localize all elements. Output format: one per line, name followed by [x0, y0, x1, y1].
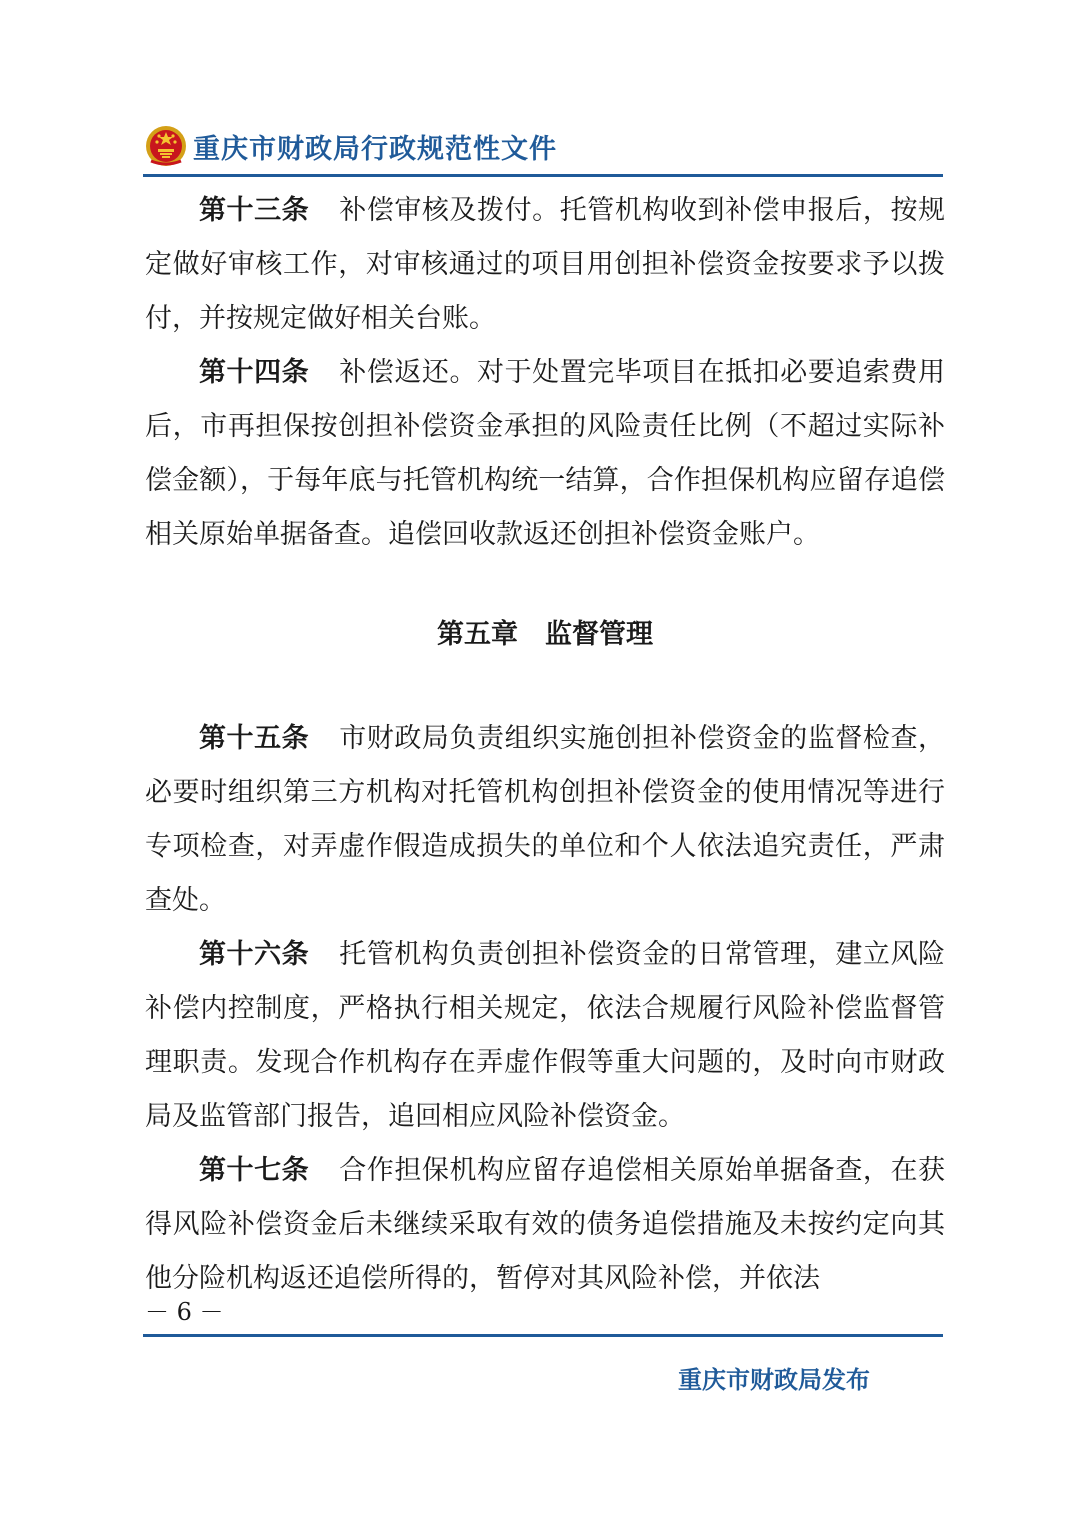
article-text: 合作担保机构应留存追偿相关原始单据备查，在获得风险补偿资金后未继续采取有效的债务追偿措施及未按约定向其他分险机构返还追偿所得的，暂停对其风险补偿，并依法 — [145, 1155, 946, 1294]
article-label: 第十五条 — [199, 723, 310, 754]
chapter-heading: 第五章 监督管理 — [437, 619, 653, 650]
article-text: 补偿审核及拨付。托管机构收到补偿申报后，按规定做好审核工作，对审核通过的项目用创担补偿资金按要求予以拨付，并按规定做好相关台账。 — [145, 195, 946, 334]
page-header — [145, 121, 557, 171]
national-emblem-icon — [145, 125, 187, 167]
article-text: 市财政局负责组织实施创担补偿资金的监督检查，必要时组织第三方机构对托管机构创担补偿资金的使用情况等进行专项检查，对弄虚作假造成损失的单位和个人依法追究责任，严肃查处。 — [145, 723, 946, 916]
article-paragraph — [145, 1144, 945, 1306]
footer-divider — [143, 1334, 943, 1337]
publisher-label: 重庆市财政局发布 — [678, 1366, 870, 1394]
article-paragraph — [145, 184, 945, 346]
article-text: 补偿返还。对于处置完毕项目在抵扣必要追索费用后，市再担保按创担补偿资金承担的风险责任比例（不超过实际补偿金额），于每年底与托管机构统一结算，合作担保机构应留存追偿相关原始单据备查。追偿回收款返还创担补偿资金账户。 — [145, 357, 946, 550]
page-number: － 6 － — [145, 1298, 224, 1326]
article-label: 第十三条 — [199, 195, 310, 226]
article-text: 托管机构负责创担补偿资金的日常管理，建立风险补偿内控制度，严格执行相关规定，依法合规履行风险补偿监督管理职责。发现合作机构存在弄虚作假等重大问题的，及时向市财政局及监管部门报告，追回相应风险补偿资金。 — [145, 939, 946, 1132]
article-label: 第十四条 — [199, 357, 310, 388]
article-label: 第十七条 — [199, 1155, 310, 1186]
article-paragraph — [145, 928, 945, 1144]
header-divider — [143, 174, 943, 177]
article-label: 第十六条 — [199, 939, 310, 970]
article-paragraph — [145, 712, 945, 928]
document-body — [145, 184, 945, 1306]
article-paragraph — [145, 346, 945, 562]
document-series-title: 重庆市财政局行政规范性文件 — [193, 133, 557, 165]
